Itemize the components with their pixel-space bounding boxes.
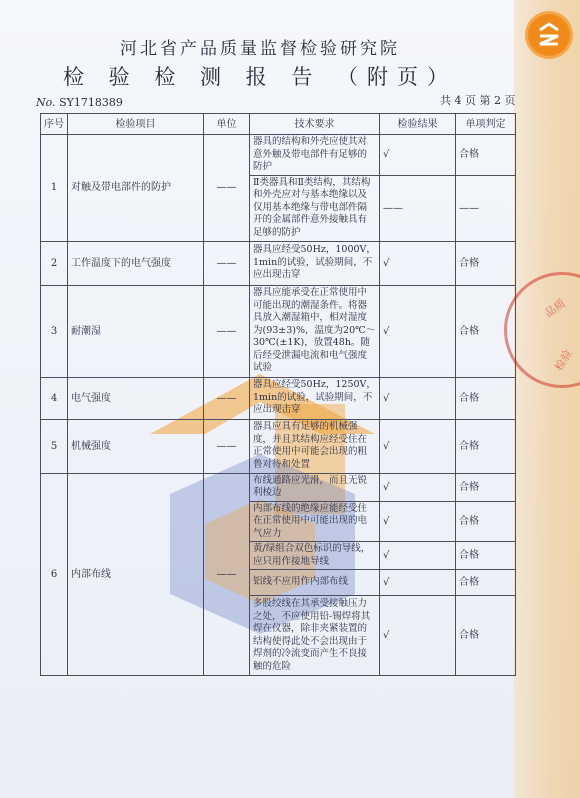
row-result: √ <box>380 285 456 377</box>
report-title: 检 验 检 测 报 告 （附页） <box>62 65 458 89</box>
report-number <box>36 96 123 109</box>
row-verdict: 合格 <box>456 542 516 570</box>
report-number-prefix: No. <box>36 96 56 109</box>
table-row <box>41 285 516 377</box>
row-verdict: 合格 <box>456 241 516 285</box>
institute-name: 河北省产品质量监督检验研究院 <box>120 39 400 59</box>
row-requirement: 铝线不应用作内部布线 <box>250 570 380 596</box>
row-unit: —— <box>204 135 250 242</box>
table-row <box>41 241 516 285</box>
row-result: √ <box>380 135 456 176</box>
row-item: 对触及带电部件的防护 <box>68 135 204 242</box>
table-row <box>41 419 516 473</box>
row-unit: —— <box>204 473 250 676</box>
column-header-result: 检验结果 <box>380 114 456 135</box>
column-header-no: 序号 <box>41 114 68 135</box>
row-unit: —— <box>204 241 250 285</box>
row-result: √ <box>380 473 456 501</box>
row-verdict: —— <box>456 175 516 241</box>
row-result: —— <box>380 175 456 241</box>
row-requirement: 内部布线的绝缘应能经受住在正常使用中可能出现的电气应力 <box>250 501 380 542</box>
table-row <box>41 135 516 176</box>
column-header-item: 检验项目 <box>68 114 204 135</box>
row-requirement: 多股绞线在其承受接触压力之处，不应使用铅-锡焊将其焊在仪器，除非夹紧装置的结构使得此处不会出现由于焊剂的冷流变而产生不良接触的危险 <box>250 596 380 676</box>
inspection-table <box>40 113 516 676</box>
seal-fragment-1: 品质 <box>542 296 569 321</box>
seal-fragment-2: 检验 <box>552 347 575 374</box>
row-verdict: 合格 <box>456 419 516 473</box>
row-result: √ <box>380 377 456 419</box>
row-verdict: 合格 <box>456 570 516 596</box>
row-verdict: 合格 <box>456 596 516 676</box>
row-number: 2 <box>41 241 68 285</box>
row-verdict: 合格 <box>456 135 516 176</box>
table-header-row <box>41 114 516 135</box>
row-number: 1 <box>41 135 68 242</box>
row-result: √ <box>380 570 456 596</box>
row-number: 3 <box>41 285 68 377</box>
row-requirement: 器具的结构和外壳应使其对意外触及带电部件有足够的防护 <box>250 135 380 176</box>
institute-logo-icon <box>528 14 570 56</box>
row-requirement: 器具应具有足够的机械强度，并且其结构应经受住在正常使用中可能会出现的粗鲁对待和处置 <box>250 419 380 473</box>
row-verdict: 合格 <box>456 377 516 419</box>
row-requirement: 器具应经受50Hz，1250V，1min的试验，试验期间，不应出现击穿 <box>250 377 380 419</box>
table-row <box>41 473 516 501</box>
column-header-unit: 单位 <box>204 114 250 135</box>
row-unit: —— <box>204 419 250 473</box>
row-unit: —— <box>204 285 250 377</box>
row-result: √ <box>380 241 456 285</box>
column-header-verdict: 单项判定 <box>456 114 516 135</box>
page-info: 共 4 页 第 2 页 <box>440 94 516 107</box>
table-row <box>41 377 516 419</box>
report-number-value: SY1718389 <box>59 96 123 109</box>
row-result: √ <box>380 596 456 676</box>
row-item: 电气强度 <box>68 377 204 419</box>
page-edge-strip <box>514 0 580 798</box>
row-verdict: 合格 <box>456 501 516 542</box>
row-item: 耐潮湿 <box>68 285 204 377</box>
row-requirement: Ⅱ类器具和Ⅱ类结构，其结构和外壳应对与基本绝缘以及仅用基本绝缘与带电部件隔开的金属部件意外接触具有足够的防护 <box>250 175 380 241</box>
row-unit: —— <box>204 377 250 419</box>
row-result: √ <box>380 542 456 570</box>
row-item: 机械强度 <box>68 419 204 473</box>
row-item: 内部布线 <box>68 473 204 676</box>
row-item: 工作温度下的电气强度 <box>68 241 204 285</box>
row-requirement: 布线通路应光滑，而且无锐利棱边 <box>250 473 380 501</box>
row-number: 6 <box>41 473 68 676</box>
row-verdict: 合格 <box>456 473 516 501</box>
row-number: 4 <box>41 377 68 419</box>
row-verdict: 合格 <box>456 285 516 377</box>
row-requirement: 器具应能承受在正常使用中可能出现的潮湿条件。将器具放入潮湿箱中，相对湿度为(93±3)%，温度为20℃～30℃(±1K)，放置48h。随后经受泄漏电流和电气强度试验 <box>250 285 380 377</box>
row-number: 5 <box>41 419 68 473</box>
row-result: √ <box>380 419 456 473</box>
row-requirement: 器具应经受50Hz，1000V，1min的试验，试验期间，不应出现击穿 <box>250 241 380 285</box>
column-header-requirement: 技术要求 <box>250 114 380 135</box>
row-requirement: 黄/绿组合双色标识的导线，应只用作接地导线 <box>250 542 380 570</box>
row-result: √ <box>380 501 456 542</box>
